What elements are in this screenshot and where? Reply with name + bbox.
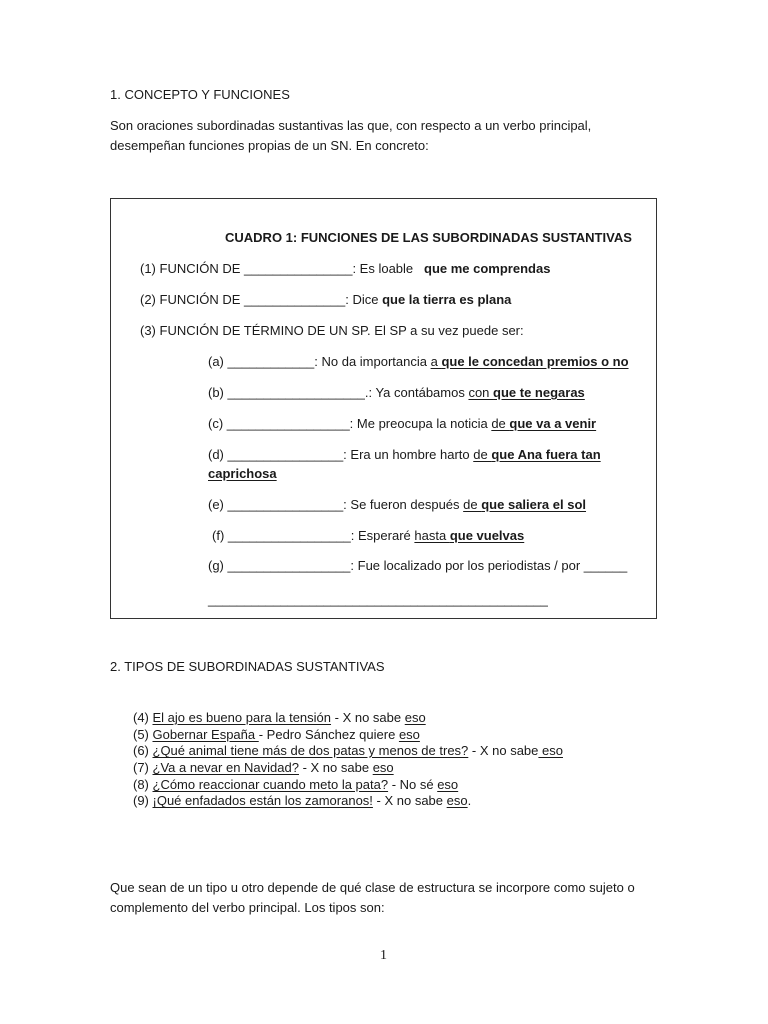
item-e	[208, 497, 586, 512]
item-f-text: (f) _________________: Esperaré	[212, 528, 415, 543]
example-main: - X no sabe	[372, 793, 447, 808]
item-e-example: que saliera el sol	[481, 497, 587, 512]
example-main: - No sé	[388, 777, 438, 792]
example-pronoun: eso	[446, 793, 468, 808]
closing-line-2: complemento del verbo principal. Los tipos son:	[110, 900, 385, 915]
cuadro-title: CUADRO 1: FUNCIONES DE LAS SUBORDINADAS SUSTANTIVAS	[225, 230, 632, 245]
example-number: (9)	[133, 793, 153, 808]
item-c-prep: de	[491, 416, 510, 431]
item-d-line-2: caprichosa	[208, 466, 277, 481]
item-b-prep: con	[468, 385, 494, 400]
example-clause: El ajo es bueno para la tensión	[152, 710, 332, 725]
item-b-text: (b) ___________________.: Ya contábamos	[208, 385, 469, 400]
example-pronoun: eso	[538, 743, 563, 758]
example-pronoun: eso	[404, 710, 426, 725]
page-number: 1	[380, 948, 387, 963]
item-d-example: que Ana fuera tan	[491, 447, 601, 462]
example-number: (7)	[133, 760, 153, 775]
item-a-example: que le concedan premios o no	[441, 354, 629, 369]
example-7	[133, 760, 394, 775]
item-c-text: (c) _________________: Me preocupa la noticia	[208, 416, 492, 431]
item-d-text: (d) ________________: Era un hombre harto	[208, 447, 474, 462]
example-number: (4)	[133, 710, 153, 725]
item-f-example: que vuelvas	[449, 528, 525, 543]
example-main: - X no sabe	[298, 760, 373, 775]
item-a-prep: a	[430, 354, 442, 369]
function-2	[140, 292, 511, 307]
example-6	[133, 743, 563, 758]
item-d-prep: de	[473, 447, 492, 462]
example-pronoun: eso	[398, 727, 420, 742]
example-pronoun: eso	[437, 777, 459, 792]
section-1-heading: 1. CONCEPTO Y FUNCIONES	[110, 87, 290, 102]
example-main: - X no sabe	[331, 710, 405, 725]
item-g: (g) _________________: Fue localizado por los periodistas / por ______	[208, 558, 628, 573]
example-clause: ¿Qué animal tiene más de dos patas y menos de tres?	[152, 743, 469, 758]
item-e-prep: de	[463, 497, 482, 512]
item-b-example: que te negaras	[493, 385, 585, 400]
item-f-prep: hasta	[414, 528, 450, 543]
function-2-example: que la tierra es plana	[382, 292, 512, 307]
section-2-heading: 2. TIPOS DE SUBORDINADAS SUSTANTIVAS	[110, 659, 385, 674]
item-d	[208, 447, 601, 462]
item-g-line-2: _______________________________________________	[208, 592, 548, 607]
example-number: (8)	[133, 777, 153, 792]
item-b	[208, 385, 585, 400]
example-tail: .	[467, 793, 472, 808]
example-5	[133, 727, 420, 742]
item-c	[208, 416, 596, 431]
example-clause: ¡Qué enfadados están los zamoranos!	[152, 793, 373, 808]
example-pronoun: eso	[372, 760, 394, 775]
example-main: - Pedro Sánchez quiere	[258, 727, 399, 742]
intro-line-2: desempeñan funciones propias de un SN. En concreto:	[110, 138, 429, 153]
function-1	[140, 261, 550, 276]
item-a-text: (a) ____________: No da importancia	[208, 354, 431, 369]
item-f	[212, 528, 524, 543]
example-9	[133, 793, 471, 808]
function-1-example: que me comprendas	[424, 261, 551, 276]
example-clause: ¿Cómo reaccionar cuando meto la pata?	[152, 777, 389, 792]
closing-line-1: Que sean de un tipo u otro depende de qué clase de estructura se incorpore como sujeto o	[110, 880, 635, 895]
item-c-example: que va a venir	[509, 416, 597, 431]
example-8	[133, 777, 458, 792]
example-number: (6)	[133, 743, 153, 758]
example-main: - X no sabe	[468, 743, 539, 758]
function-1-text: (1) FUNCIÓN DE _______________: Es loable	[140, 261, 414, 276]
intro-line-1: Son oraciones subordinadas sustantivas las que, con respecto a un verbo principal,	[110, 118, 592, 133]
item-e-text: (e) ________________: Se fueron después	[208, 497, 464, 512]
example-clause: Gobernar España	[152, 727, 259, 742]
example-4	[133, 710, 426, 725]
item-a	[208, 354, 629, 369]
function-2-text: (2) FUNCIÓN DE ______________: Dice	[140, 292, 383, 307]
example-clause: ¿Va a nevar en Navidad?	[152, 760, 299, 775]
function-3: (3) FUNCIÓN DE TÉRMINO DE UN SP. El SP a su vez puede ser:	[140, 323, 524, 338]
example-number: (5)	[133, 727, 153, 742]
